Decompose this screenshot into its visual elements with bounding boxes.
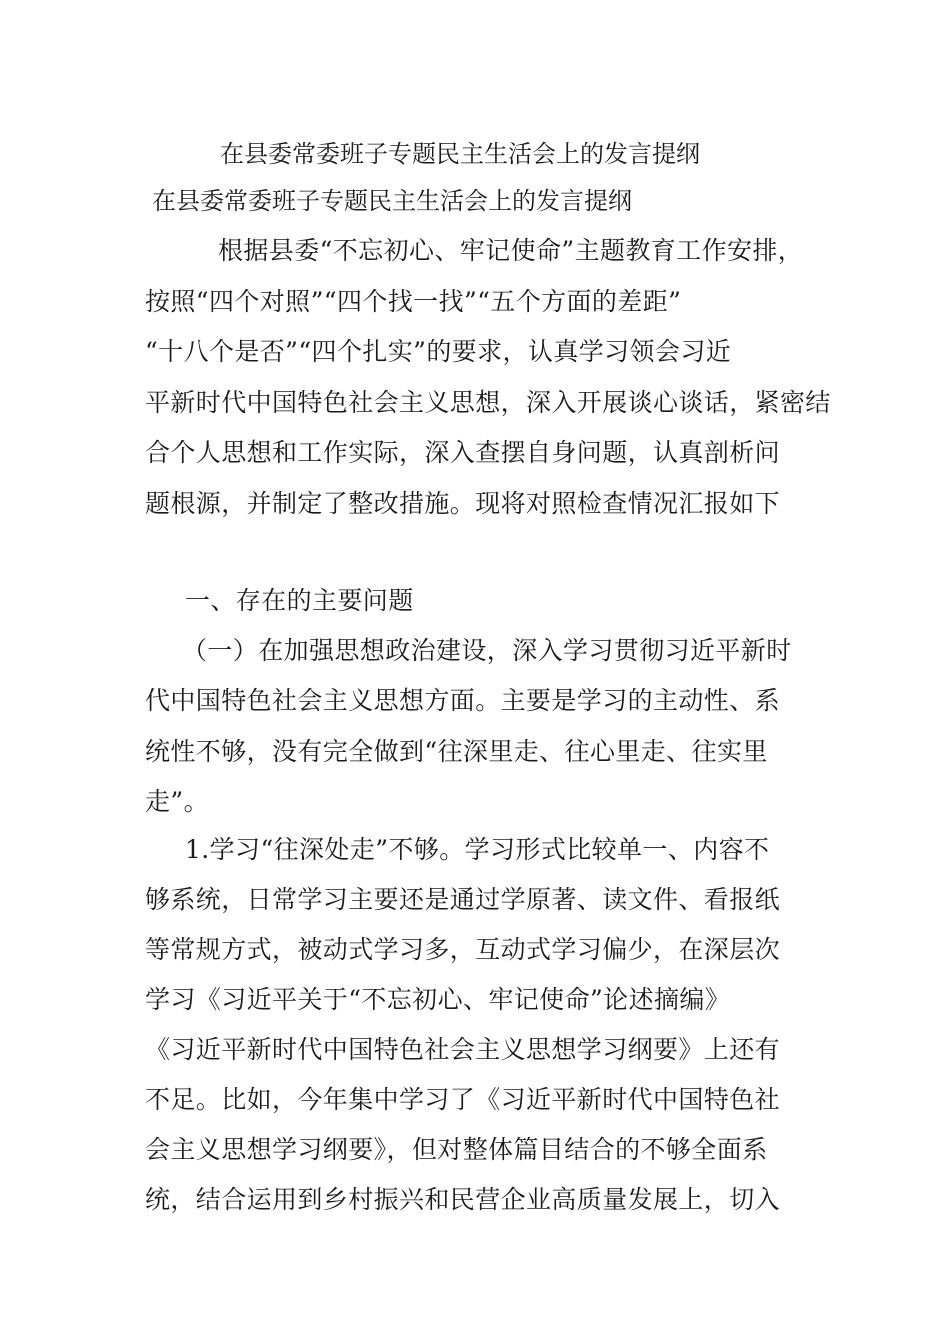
subsection-line-3: 统性不够，没有完全做到“往深里走、往心里走、往实里 <box>145 737 768 766</box>
intro-line-1: 根据县委“不忘初心、牢记使命”主题教育工作安排， <box>218 236 804 265</box>
point-line-8: 统，结合运用到乡村振兴和民营企业高质量发展上，切入 <box>145 1185 781 1214</box>
intro-line-2: 按照“四个对照”“四个找一找”“五个方面的差距” <box>145 287 682 316</box>
subsection-line-4: 走”。 <box>145 787 209 816</box>
intro-line-5: 合个人思想和工作实际，深入查摆自身问题，认真剖析问 <box>145 438 781 467</box>
point-line-3: 等常规方式，被动式学习多，互动式学习偏少，在深层次 <box>145 935 781 964</box>
intro-line-4: 平新时代中国特色社会主义思想，深入开展谈心谈话，紧密结 <box>145 388 831 417</box>
point-line-2: 够系统，日常学习主要还是通过学原著、读文件、看报纸 <box>145 885 781 914</box>
point-line-6: 不足。比如，今年集中学习了《习近平新时代中国特色社 <box>145 1085 781 1114</box>
intro-line-3: “十八个是否”“四个扎实”的要求，认真学习领会习近 <box>145 337 732 366</box>
point-line-4: 学习《习近平关于“不忘初心、牢记使命”论述摘编》 <box>145 985 731 1014</box>
point-line-1: 1.学习“往深处走”不够。学习形式比较单一、内容不 <box>185 835 770 864</box>
point-line-5: 《习近平新时代中国特色社会主义思想学习纲要》上还有 <box>145 1035 781 1064</box>
point-line-7: 会主义思想学习纲要》，但对整体篇目结合的不够全面系 <box>145 1135 768 1164</box>
document-title: 在县委常委班子专题民主生活会上的发言提纲 <box>220 140 700 168</box>
intro-line-6: 题根源，并制定了整改措施。现将对照检查情况汇报如下 <box>145 489 781 518</box>
document-title-repeat: 在县委常委班子专题民主生活会上的发言提纲 <box>152 187 632 215</box>
section-heading: 一、存在的主要问题 <box>185 586 414 615</box>
subsection-line-1: （一）在加强思想政治建设，深入学习贯彻习近平新时 <box>182 636 792 665</box>
subsection-line-2: 代中国特色社会主义思想方面。主要是学习的主动性、系 <box>145 686 781 715</box>
